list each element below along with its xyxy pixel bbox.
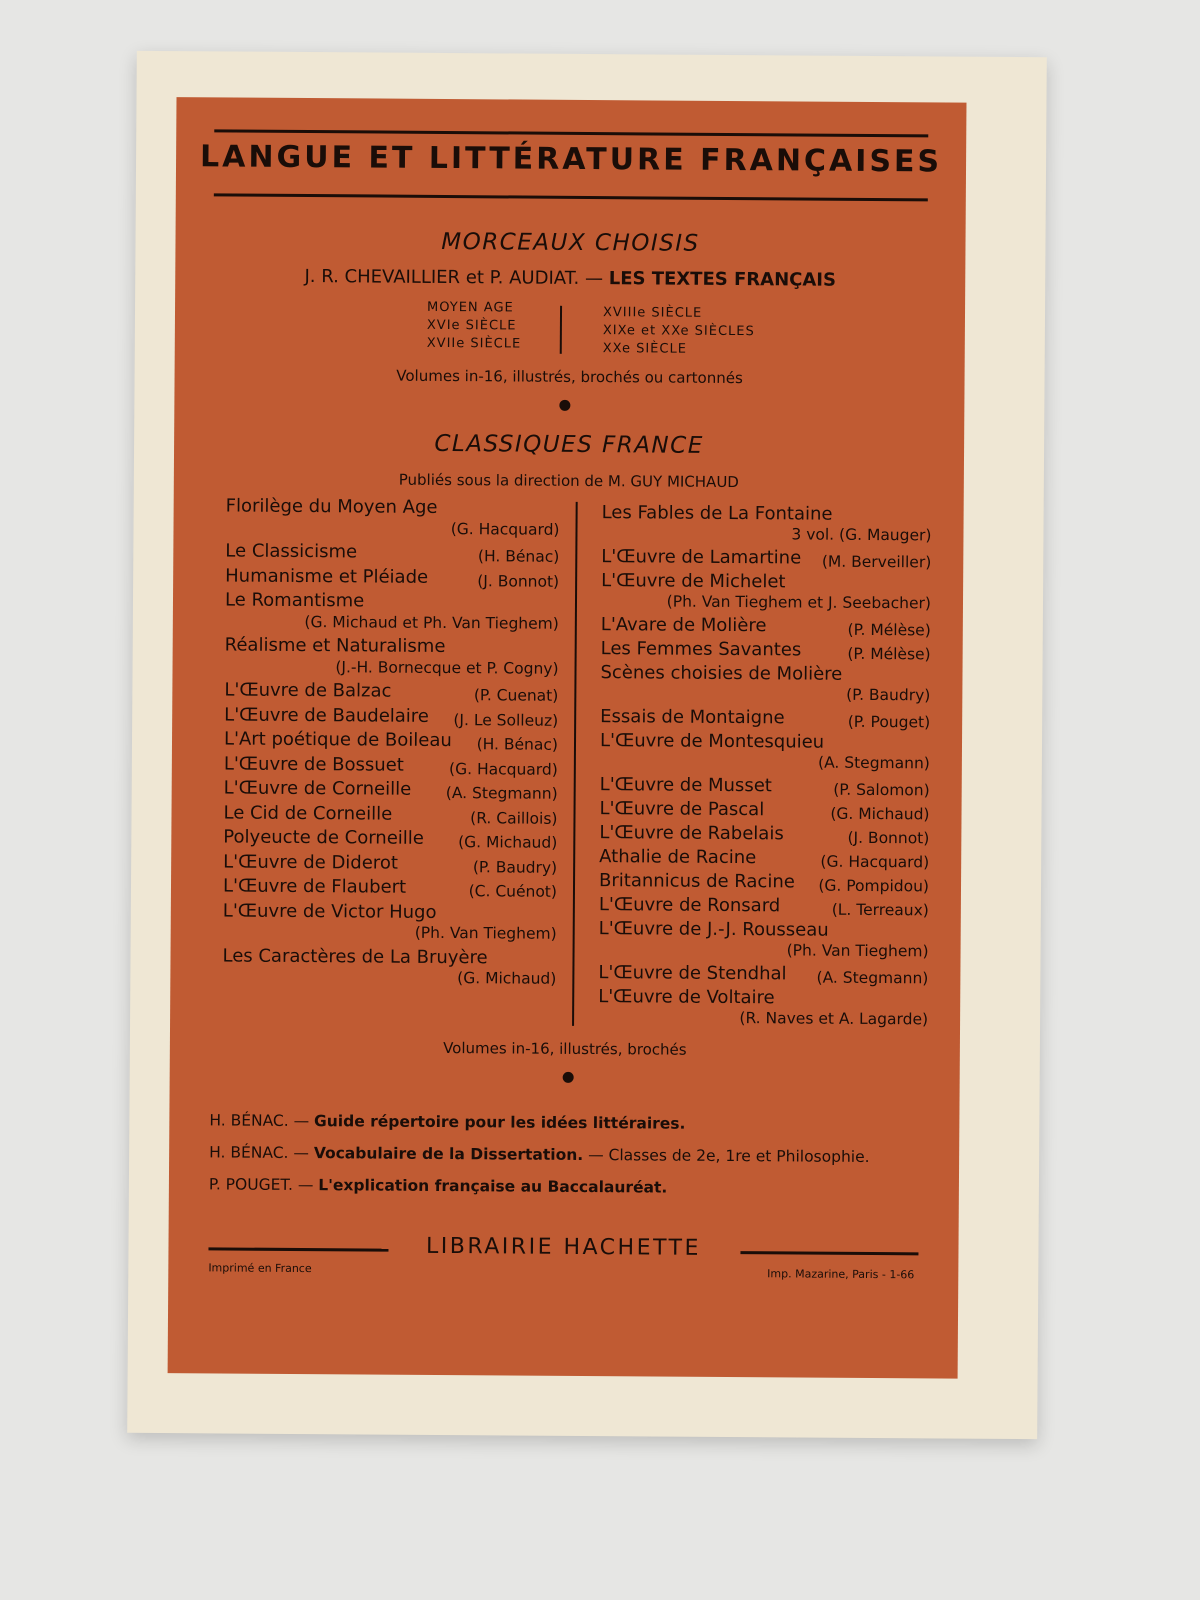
other-title: L'explication française au Baccalauréat. (318, 1176, 668, 1197)
entry-title: Florilège du Moyen Age (225, 495, 438, 518)
morceaux-authors: J. R. CHEVAILLIER et P. AUDIAT. — (304, 266, 604, 290)
catalog-entry (601, 614, 931, 640)
catalog-entry (600, 706, 930, 732)
entry-title: L'Œuvre de Rabelais (599, 822, 784, 845)
entry-author: (P. Mélèse) (847, 620, 931, 640)
catalog-entry (225, 540, 559, 567)
entry-title: L'Œuvre de Michelet (601, 570, 786, 593)
printed-in: Imprimé en France (208, 1261, 312, 1276)
entry-title: L'Œuvre de Ronsard (598, 894, 781, 917)
separator-dot (559, 400, 570, 411)
catalog-entry (224, 777, 558, 804)
page-title: LANGUE ET LITTÉRATURE FRANÇAISES (199, 139, 943, 180)
catalog-entry (223, 826, 557, 853)
other-extra: — Classes de 2e, 1re et Philosophie. (588, 1146, 870, 1166)
catalog-entry (601, 638, 931, 664)
period-item: XVIIe SIÈCLE (426, 335, 522, 352)
catalog-entry (598, 986, 928, 1032)
catalog-entry (598, 918, 928, 964)
entry-author: (A. Stegmann) (445, 784, 558, 803)
catalog-entry (600, 774, 930, 800)
entry-author: (H. Bénac) (477, 547, 560, 566)
catalog-entry (223, 802, 557, 829)
catalog-entry (225, 565, 559, 592)
entry-author: (R. Naves et A. Lagarde) (739, 1009, 929, 1029)
entry-author: (J. Le Solleuz) (453, 710, 559, 730)
entry-title: L'Œuvre de Lamartine (601, 546, 802, 569)
catalog-entry (223, 900, 557, 947)
entry-author: (G. Michaud) (458, 833, 558, 852)
other-author: H. BÉNAC. — (209, 1143, 309, 1163)
catalog-entry (598, 962, 928, 988)
entry-author: (G. Michaud) (457, 969, 557, 988)
catalog-entry (224, 704, 558, 731)
entry-title: Les Fables de La Fontaine (601, 502, 833, 525)
other-title-row (209, 1143, 870, 1166)
catalog-entry (224, 634, 558, 681)
entry-author: (Ph. Van Tieghem) (414, 923, 557, 943)
entry-author: (P. Cuenat) (473, 686, 559, 705)
entry-title: L'Œuvre de Baudelaire (224, 703, 429, 727)
imprint: Imp. Mazarine, Paris - 1-66 (767, 1267, 915, 1282)
morceaux-collection: LES TEXTES FRANÇAIS (608, 268, 837, 291)
morceaux-title: MORCEAUX CHOISIS (441, 228, 700, 257)
entry-author: (A. Stegmann) (816, 968, 929, 988)
entry-title: Le Classicisme (225, 540, 358, 563)
entry-title: Les Caractères de La Bruyère (222, 944, 488, 968)
catalog-entry (599, 870, 929, 896)
entry-author: 3 vol. (G. Mauger) (791, 525, 932, 545)
catalog-entry (601, 546, 931, 572)
catalog-entry (223, 875, 557, 902)
classiques-direction: Publiés sous la direction de M. GUY MICHAUD (398, 470, 739, 492)
catalog-entry (601, 502, 931, 548)
entry-author: (P. Baudry) (472, 857, 558, 877)
catalog-entry (224, 728, 558, 755)
entry-author: (J.-H. Bornecque et P. Cogny) (335, 657, 559, 678)
entry-title: L'Œuvre de Pascal (599, 798, 765, 821)
entry-title: Les Femmes Savantes (600, 638, 802, 661)
catalog-entry (600, 662, 930, 708)
catalog-entry (599, 894, 929, 920)
entry-title: L'Œuvre de Flaubert (222, 875, 407, 898)
period-item: XIXe et XXe SIÈCLES (602, 323, 755, 340)
columns-divider (572, 502, 578, 1026)
entry-title: L'Œuvre de Voltaire (598, 986, 775, 1009)
entry-author: (G. Hacquard) (449, 759, 558, 779)
entry-title: L'Œuvre de Corneille (223, 777, 412, 800)
entry-title: Scènes choisies de Molière (600, 662, 843, 685)
entry-title: Britannicus de Racine (598, 870, 795, 893)
entry-title: Athalie de Racine (599, 846, 757, 869)
morceaux-note: Volumes in-16, illustrés, brochés ou cartonnés (396, 366, 743, 388)
catalog-entry (224, 753, 558, 780)
periods-left (427, 299, 522, 354)
catalog-entry (225, 589, 559, 636)
catalog-entry (599, 822, 929, 848)
other-title-row (209, 1111, 685, 1132)
catalog-entry (224, 679, 558, 706)
entry-title: Humanisme et Pléiade (225, 564, 429, 588)
catalog-entry (601, 570, 931, 616)
classiques-left-column (222, 495, 559, 992)
separator-dot (563, 1072, 574, 1083)
top-rule (214, 129, 928, 137)
entry-title: L'Œuvre de Balzac (224, 679, 392, 702)
entry-title: Polyeucte de Corneille (223, 826, 424, 849)
entry-title: L'Art poétique de Boileau (223, 728, 452, 752)
period-item: MOYEN AGE (426, 299, 514, 316)
classiques-title: CLASSIQUES FRANCE (434, 430, 704, 459)
catalog-entry (225, 495, 559, 542)
entry-author: (C. Cuénot) (468, 882, 558, 901)
entry-title: Réalisme et Naturalisme (224, 634, 446, 658)
period-item: XVIIIe SIÈCLE (602, 305, 703, 321)
entry-author: (L. Terreaux) (831, 900, 929, 920)
period-item: XVIe SIÈCLE (426, 317, 517, 334)
entry-title: L'Avare de Molière (600, 614, 767, 637)
catalog-entry (600, 730, 930, 776)
period-item: XXe SIÈCLE (602, 341, 688, 357)
entry-author: (G. Pompidou) (818, 876, 930, 896)
entry-title: Le Cid de Corneille (223, 801, 393, 825)
cover-panel (168, 97, 967, 1378)
catalog-entry (223, 851, 557, 878)
entry-author: (J. Bonnot) (847, 828, 930, 848)
entry-author: (G. Michaud) (830, 804, 930, 824)
entry-author: (M. Berveiller) (821, 552, 932, 572)
other-author: H. BÉNAC. — (209, 1111, 310, 1131)
morceaux-byline (175, 265, 965, 292)
catalog-entry (222, 945, 556, 992)
catalog-entry (599, 846, 929, 872)
entry-title: L'Œuvre de Diderot (223, 850, 399, 874)
periods-divider (560, 306, 562, 354)
entry-author: (Ph. Van Tieghem) (786, 941, 929, 961)
entry-title: L'Œuvre de Musset (599, 774, 772, 797)
entry-title: L'Œuvre de Bossuet (223, 752, 404, 776)
entry-title: Essais de Montaigne (600, 706, 785, 729)
entry-author: (A. Stegmann) (817, 753, 930, 773)
other-title-row (209, 1175, 668, 1196)
entry-title: L'Œuvre de Stendhal (598, 962, 787, 985)
entry-author: (Ph. Van Tieghem et J. Seebacher) (666, 592, 932, 613)
entry-author: (G. Hacquard) (450, 519, 560, 539)
other-title: Guide répertoire pour les idées littéraires. (314, 1112, 686, 1133)
entry-title: L'Œuvre de J.-J. Rousseau (598, 918, 829, 941)
entry-author: (H. Bénac) (476, 735, 559, 754)
other-title: Vocabulaire de la Dissertation. (313, 1144, 584, 1164)
entry-author: (J. Bonnot) (477, 571, 560, 591)
entry-title: Le Romantisme (224, 589, 365, 612)
title-underline (214, 193, 928, 201)
entry-author: (G. Hacquard) (820, 852, 930, 872)
periods-right (603, 304, 755, 359)
classiques-right-column (598, 502, 932, 1032)
catalog-entry (599, 798, 929, 824)
other-author: P. POUGET. — (208, 1175, 314, 1195)
entry-author: (P. Mélèse) (847, 644, 931, 664)
entry-author: (P. Salomon) (833, 780, 930, 800)
book-back-cover (127, 51, 1047, 1439)
entry-author: (P. Pouget) (847, 712, 931, 732)
entry-author: (R. Caillois) (470, 808, 558, 828)
entry-title: L'Œuvre de Victor Hugo (222, 899, 437, 923)
classiques-note: Volumes in-16, illustrés, brochés (443, 1039, 687, 1059)
publisher-name: LIBRAIRIE HACHETTE (425, 1233, 701, 1261)
entry-title: L'Œuvre de Montesquieu (599, 730, 825, 753)
entry-author: (P. Baudry) (846, 685, 931, 705)
entry-author: (G. Michaud et Ph. Van Tieghem) (304, 612, 559, 633)
